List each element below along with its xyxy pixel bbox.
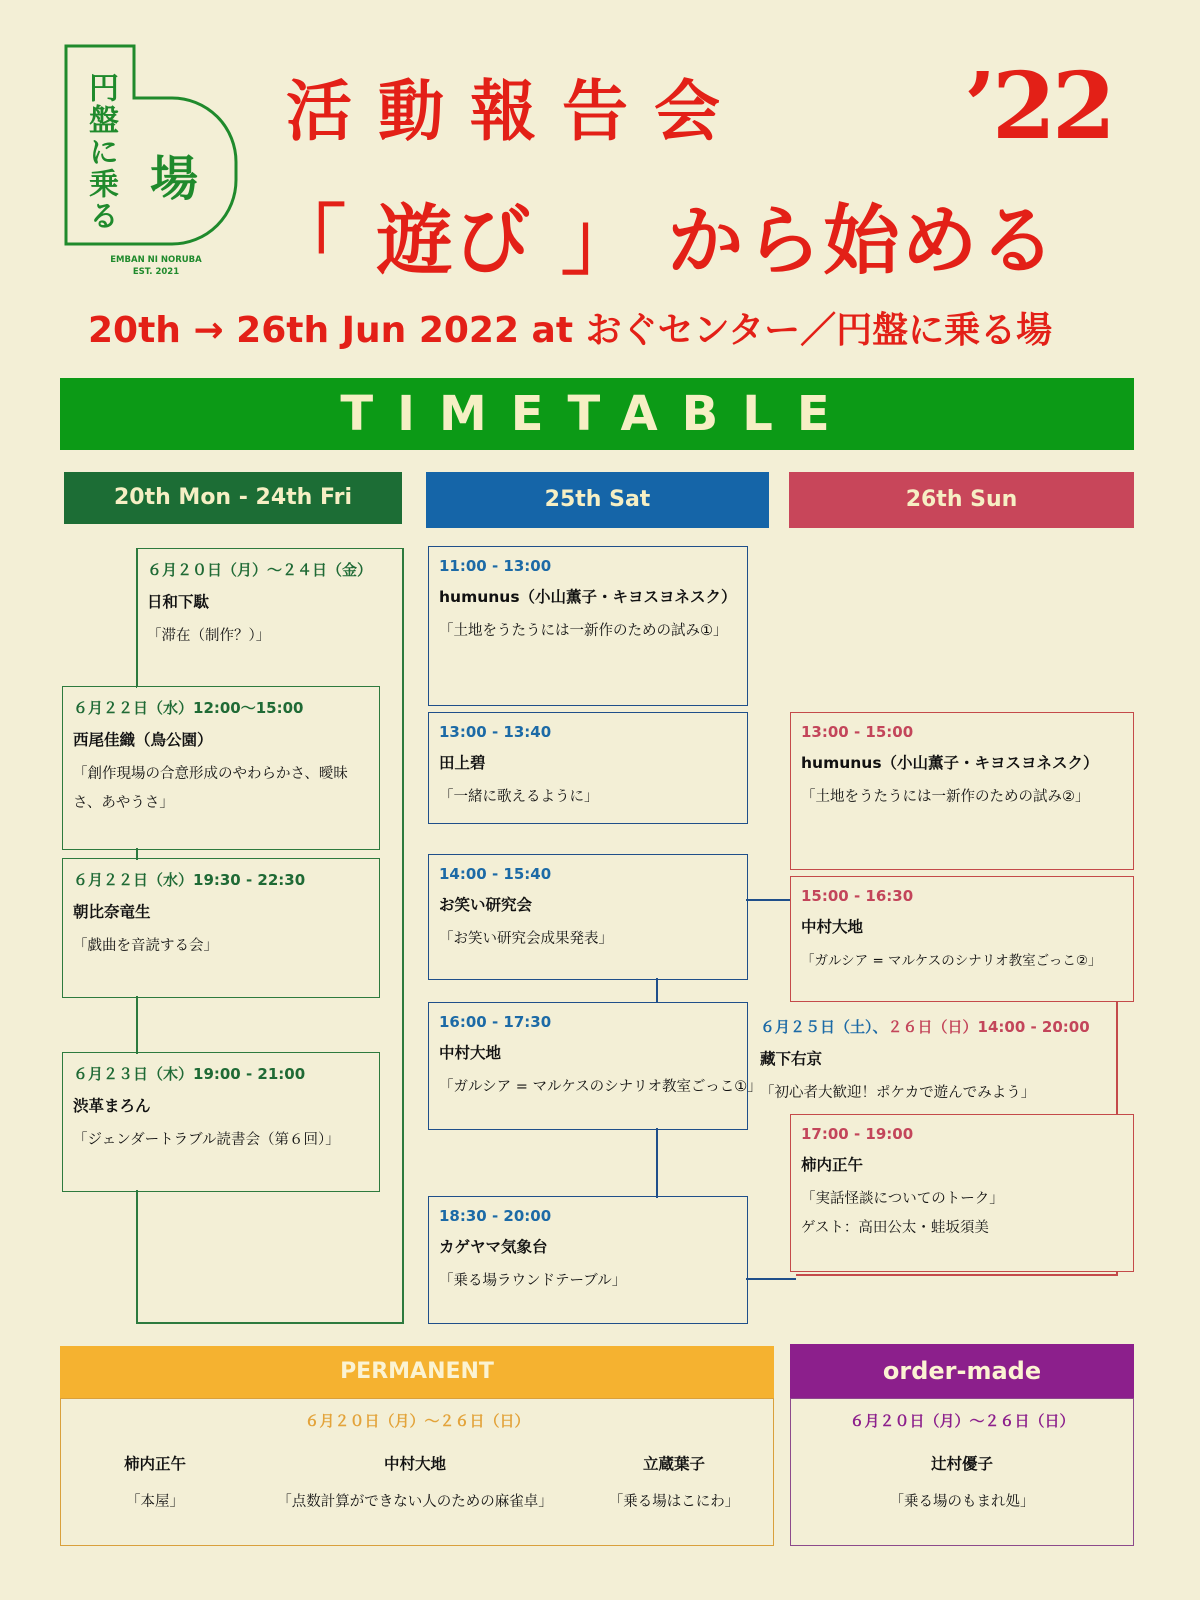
event-time: 14:00 - 15:40 bbox=[439, 865, 552, 883]
title-year: ’22 bbox=[964, 52, 1113, 160]
event-title: 「戯曲を音読する会」 bbox=[73, 938, 218, 954]
event-time: 13:00 - 15:00 bbox=[801, 723, 914, 741]
event-title: 「土地をうたうには一新作のための試み①」 bbox=[439, 623, 728, 639]
event-time: 17:00 - 19:00 bbox=[801, 1125, 914, 1143]
connector-line bbox=[136, 1190, 138, 1322]
item-title: 「点数計算ができない人のための麻雀卓」 bbox=[277, 1494, 553, 1510]
permanent-date: ６月２０日（月）〜２６日（日） bbox=[304, 1412, 530, 1430]
event-time-sat: ６月２５日（土）、 bbox=[760, 1018, 888, 1036]
permanent-header: PERMANENT bbox=[60, 1346, 774, 1398]
event-time: 13:00 - 13:40 bbox=[439, 723, 552, 741]
page-subtitle: 「 遊び 」 から始める bbox=[270, 196, 1058, 285]
event-presenter: humunus（小山薫子・キヨスヨネスク） bbox=[439, 588, 737, 606]
permanent-item-3 bbox=[594, 1452, 754, 1517]
logo-sub-1: EMBAN NI NORUBA bbox=[110, 255, 202, 265]
event-title: 「ガルシア = マルケスのシナリオ教室ごっこ①」 bbox=[439, 1079, 762, 1095]
event-time: ６月２０日（月）〜２４日（金） bbox=[147, 561, 373, 579]
connector-line bbox=[796, 1274, 1118, 1276]
order-made-date: ６月２０日（月）〜２６日（日） bbox=[849, 1412, 1075, 1430]
event-time: 16:00 - 17:30 bbox=[439, 1013, 552, 1031]
event-time bbox=[760, 1016, 1132, 1037]
weekday-event-2 bbox=[62, 686, 380, 850]
event-title: 「創作現場の合意形成のやわらかさ、曖昧さ、あやうさ」 bbox=[73, 766, 348, 811]
permanent-item-2 bbox=[250, 1452, 580, 1517]
event-title: 「実話怪談についてのトーク」 bbox=[801, 1191, 1004, 1207]
permanent-item-1 bbox=[90, 1452, 220, 1517]
logo bbox=[60, 40, 250, 280]
sun-event-1 bbox=[790, 712, 1134, 870]
event-presenter: 日和下駄 bbox=[147, 593, 210, 611]
page-title: 活動報告会 bbox=[286, 72, 746, 150]
connector-line bbox=[746, 899, 790, 901]
event-title: 「乗る場ラウンドテーブル」 bbox=[439, 1273, 627, 1289]
event-presenter: お笑い研究会 bbox=[439, 896, 533, 914]
event-presenter: カゲヤマ気象台 bbox=[439, 1238, 548, 1256]
weekday-event-4 bbox=[62, 1052, 380, 1192]
event-presenter: 中村大地 bbox=[439, 1044, 502, 1062]
logo-subtitle bbox=[86, 254, 226, 278]
connector-line bbox=[136, 996, 138, 1054]
event-title: 「滞在（制作？）」 bbox=[147, 628, 271, 644]
sat-event-3 bbox=[428, 854, 748, 980]
sat-event-5 bbox=[428, 1196, 748, 1324]
order-made-item bbox=[790, 1452, 1134, 1517]
timetable-banner: TIMETABLE bbox=[60, 378, 1134, 450]
sat-event-2 bbox=[428, 712, 748, 824]
event-presenter: 田上碧 bbox=[439, 754, 486, 772]
item-presenter: 辻村優子 bbox=[930, 1455, 993, 1473]
weekday-event-3 bbox=[62, 858, 380, 998]
event-time: 15:00 - 16:30 bbox=[801, 887, 914, 905]
weekday-event-1 bbox=[136, 548, 404, 688]
event-time: ６月２２日（水）12:00〜15:00 bbox=[73, 699, 304, 717]
sun-event-4 bbox=[790, 1114, 1134, 1272]
event-time: 11:00 - 13:00 bbox=[439, 557, 552, 575]
sat-event-4 bbox=[428, 1002, 762, 1130]
item-title: 「本屋」 bbox=[126, 1494, 184, 1510]
event-title: 「土地をうたうには一新作のための試み②」 bbox=[801, 789, 1090, 805]
event-title: 「ガルシア = マルケスのシナリオ教室ごっこ②」 bbox=[801, 953, 1102, 969]
column-header-weekday: 20th Mon - 24th Fri bbox=[64, 472, 402, 524]
event-title: 「初心者大歓迎！ポケカで遊んでみよう」 bbox=[760, 1085, 1036, 1101]
event-dateline: 20th → 26th Jun 2022 at おぐセンター／円盤に乗る場 bbox=[88, 310, 1053, 351]
event-title: 「お笑い研究会成果発表」 bbox=[439, 931, 613, 947]
order-made-header: order-made bbox=[790, 1344, 1134, 1398]
event-presenter: 中村大地 bbox=[801, 918, 864, 936]
event-time: ６月２３日（木）19:00 - 21:00 bbox=[73, 1065, 306, 1083]
item-presenter: 柿内正午 bbox=[123, 1455, 186, 1473]
event-title: 「一緒に歌えるように」 bbox=[439, 789, 599, 805]
event-presenter: 朝比奈竜生 bbox=[73, 903, 151, 921]
connector-line bbox=[746, 1278, 796, 1280]
event-guest: ゲスト：高田公太・蛙坂須美 bbox=[801, 1220, 989, 1236]
column-header-sat: 25th Sat bbox=[426, 472, 769, 528]
sat-event-1 bbox=[428, 546, 748, 706]
connector-line bbox=[136, 1322, 404, 1324]
event-time-sun: ２６日（日）14:00 - 20:00 bbox=[887, 1018, 1090, 1036]
item-title: 「乗る場のもまれ処」 bbox=[889, 1494, 1035, 1510]
item-title: 「乗る場はこにわ」 bbox=[608, 1494, 740, 1510]
sun-event-2 bbox=[790, 876, 1134, 1002]
logo-vertical-text: 円盤に乗る bbox=[83, 72, 118, 232]
event-presenter: 柿内正午 bbox=[801, 1156, 864, 1174]
item-presenter: 立蔵葉子 bbox=[642, 1455, 705, 1473]
logo-sub-2: EST. 2021 bbox=[132, 267, 180, 277]
event-presenter: humunus（小山薫子・キヨスヨネスク） bbox=[801, 754, 1099, 772]
column-header-sun: 26th Sun bbox=[789, 472, 1134, 528]
event-presenter: 西尾佳織（鳥公園） bbox=[73, 731, 213, 749]
logo-ba: 場 bbox=[150, 151, 199, 207]
event-time: 18:30 - 20:00 bbox=[439, 1207, 552, 1225]
event-title: 「ジェンダートラブル読書会（第６回）」 bbox=[73, 1132, 340, 1148]
connector-line bbox=[656, 978, 658, 1002]
connector-line bbox=[656, 1128, 658, 1198]
event-time: ６月２２日（水）19:30 - 22:30 bbox=[73, 871, 306, 889]
event-presenter: 藏下右京 bbox=[760, 1050, 823, 1068]
event-presenter: 渋革まろん bbox=[73, 1097, 151, 1115]
item-presenter: 中村大地 bbox=[383, 1455, 446, 1473]
sat-sun-event bbox=[760, 1016, 1132, 1108]
